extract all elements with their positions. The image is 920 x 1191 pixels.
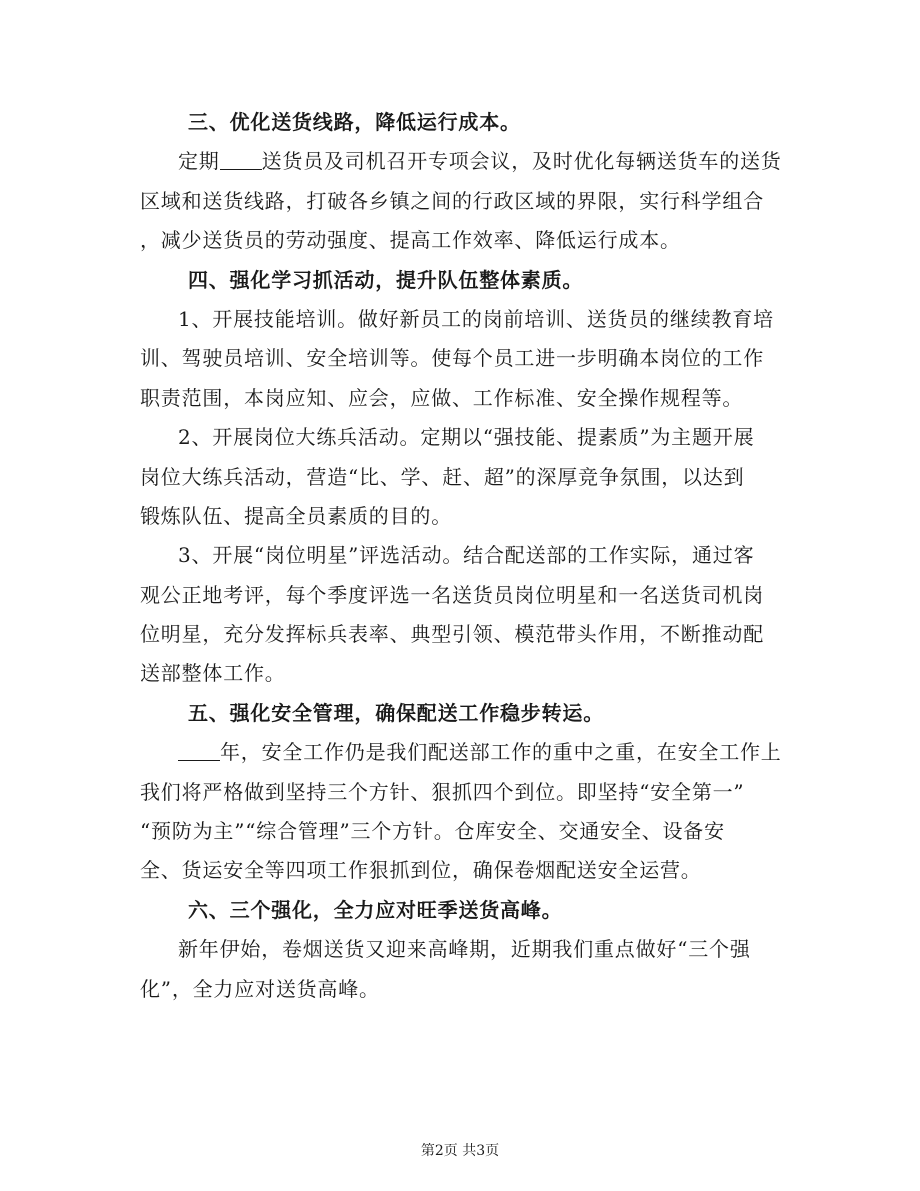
paragraph-line: 新年伊始，卷烟送货又迎来高峰期，近期我们重点做好“三个强: [178, 937, 751, 962]
paragraph-line: 化”，全力应对送货高峰。: [140, 976, 380, 1001]
paragraph-line: [140, 733, 780, 772]
fill-in-blank: [220, 147, 262, 170]
paragraph-line: 1、开展技能培训。做好新员工的岗前培训、送货员的继续教育培: [178, 306, 774, 331]
paragraph-line: 区域和送货线路，打破各乡镇之间的行政区域的界限，实行科学组合: [140, 188, 764, 213]
paragraph-line: 2、开展岗位大练兵活动。定期以“强技能、提素质”为主题开展: [178, 425, 755, 450]
fill-in-blank: [178, 738, 220, 761]
paragraph-line: 位明星，充分发挥标兵表率、典型引领、模范带头作用，不断推动配: [140, 622, 764, 647]
paragraph-line: 锻炼队伍、提高全员素质的目的。: [140, 503, 452, 528]
section-heading: 五、强化安全管理，确保配送工作稳步转运。: [188, 700, 604, 725]
section-heading: 六、三个强化，全力应对旺季送货高峰。: [188, 897, 563, 922]
paragraph-line: “预防为主”“综合管理”三个方针。仓库安全、交通安全、设备安: [140, 819, 725, 844]
document-body: [140, 103, 780, 1009]
line-text: 定期: [178, 149, 220, 174]
paragraph-line: 职责范围，本岗应知、应会，应做、工作标准、安全操作规程等。: [140, 385, 744, 410]
paragraph-line: 3、开展“岗位明星”评选活动。结合配送部的工作实际，通过客: [178, 543, 755, 568]
section-heading: 四、强化学习抓活动，提升队伍整体素质。: [188, 267, 584, 292]
paragraph-line: 训、驾驶员培训、安全培训等。使每个员工进一步明确本岗位的工作: [140, 346, 764, 371]
page-footer: 第2页 共3页: [420, 1143, 500, 1159]
paragraph-line: 全、货运安全等四项工作狠抓到位，确保卷烟配送安全运营。: [140, 858, 702, 883]
paragraph-line: [140, 142, 780, 181]
paragraph-line: ，减少送货员的劳动强度、提高工作效率、降低运行成本。: [140, 228, 681, 253]
paragraph-line: 送部整体工作。: [140, 661, 286, 686]
line-text: 年，安全工作仍是我们配送部工作的重中之重，在安全工作上: [220, 740, 782, 765]
section-heading: 三、优化送货线路，降低运行成本。: [188, 110, 521, 134]
line-text: 送货员及司机召开专项会议，及时优化每辆送货车的送货: [261, 149, 782, 174]
paragraph-line: 观公正地考评，每个季度评选一名送货员岗位明星和一名送货司机岗: [140, 582, 764, 607]
paragraph-line: 岗位大练兵活动，营造“比、学、赶、超”的深厚竞争氛围，以达到: [140, 464, 745, 489]
paragraph-line: 我们将严格做到坚持三个方针、狠抓四个到位。即坚持“安全第一”: [140, 779, 745, 804]
